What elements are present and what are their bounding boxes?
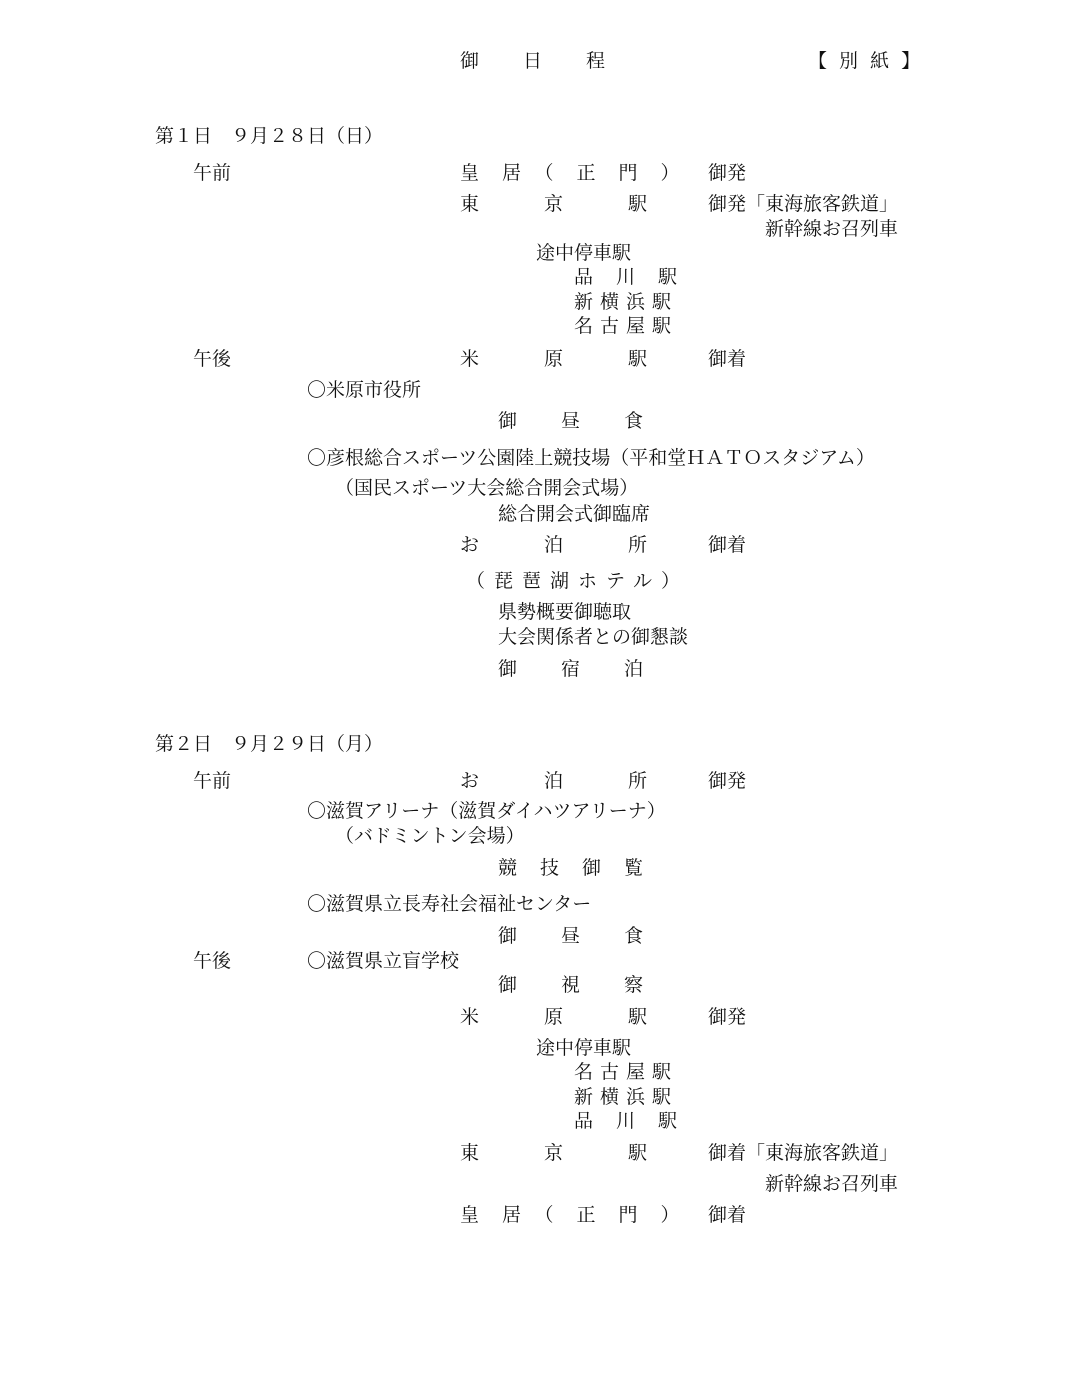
day1-visit-maibara-city-hall: 〇米原市役所 bbox=[307, 379, 422, 401]
annex-label: 【 別 紙 】 bbox=[808, 50, 924, 72]
day2-visit-shiga-arena: 〇滋賀アリーナ（滋賀ダイハツアリーナ） bbox=[307, 800, 666, 822]
day2-train: 新幹線お召列車 bbox=[765, 1173, 899, 1195]
day1-tokyo-depart: 御発「東海旅客鉄道」 bbox=[708, 193, 899, 215]
day2-palace-place: 皇 居 （ 正 門 ） bbox=[460, 1204, 682, 1226]
day1-maibara-station: 米 原 駅 bbox=[460, 348, 650, 370]
day2-palace-arrive: 御着 bbox=[708, 1204, 747, 1226]
day1-stop-2: 新横浜駅 bbox=[574, 291, 679, 313]
day2-visit-school-for-blind: 〇滋賀県立盲学校 bbox=[307, 950, 460, 972]
day2-lunch: 御 昼 食 bbox=[498, 925, 646, 947]
day2-am-label: 午前 bbox=[193, 770, 232, 792]
day2-tokyo-station: 東 京 駅 bbox=[460, 1142, 650, 1164]
day2-maibara-station: 米 原 駅 bbox=[460, 1006, 650, 1028]
day2-competition-viewing: 競 技 御 覧 bbox=[498, 857, 646, 879]
day1-stop-3: 名古屋駅 bbox=[574, 315, 679, 337]
day2-stop-1: 名古屋駅 bbox=[574, 1061, 679, 1083]
day1-tokyo-station: 東 京 駅 bbox=[460, 193, 650, 215]
document-title: 御 日 程 bbox=[460, 50, 608, 72]
day1-pm-label: 午後 bbox=[193, 348, 232, 370]
day1-visit-hikone-stadium: 〇彦根総合スポーツ公園陸上競技場（平和堂ＨＡＴＯスタジアム） bbox=[307, 447, 875, 469]
day2-stop-3: 品 川 駅 bbox=[574, 1110, 680, 1132]
day2-lodging-depart: 御発 bbox=[708, 770, 747, 792]
day2-inspection: 御 視 察 bbox=[498, 974, 646, 996]
day1-lunch: 御 昼 食 bbox=[498, 410, 646, 432]
day1-stops-label: 途中停車駅 bbox=[536, 242, 632, 264]
day2-pm-label: 午後 bbox=[193, 950, 232, 972]
day1-palace-place: 皇 居 （ 正 門 ） bbox=[460, 162, 682, 184]
day1-palace-depart: 御発 bbox=[708, 162, 747, 184]
day1-stop-1: 品 川 駅 bbox=[574, 266, 680, 288]
day2-visit-welfare-center: 〇滋賀県立長寿社会福祉センター bbox=[307, 893, 592, 915]
day1-briefing: 県勢概要御聴取 bbox=[498, 601, 632, 623]
day2-maibara-depart: 御発 bbox=[708, 1006, 747, 1028]
day1-opening-ceremony: 総合開会式御臨席 bbox=[498, 503, 651, 525]
day2-visit-shiga-arena-sub: （バドミントン会場） bbox=[335, 825, 525, 847]
day1-visit-hikone-sub: （国民スポーツ大会総合開会式場） bbox=[335, 477, 639, 499]
day1-lodging-arrive: 御着 bbox=[708, 534, 747, 556]
day1-meeting: 大会関係者との御懇談 bbox=[498, 626, 689, 648]
day2-heading: 第２日 ９月２９日（月） bbox=[155, 733, 384, 755]
day1-train: 新幹線お召列車 bbox=[765, 218, 899, 240]
day1-hotel-name: （琵琶湖ホテル） bbox=[466, 570, 690, 592]
day1-overnight: 御 宿 泊 bbox=[498, 658, 646, 680]
day2-tokyo-arrive: 御着「東海旅客鉄道」 bbox=[708, 1142, 899, 1164]
day2-stop-2: 新横浜駅 bbox=[574, 1086, 679, 1108]
day1-heading: 第１日 ９月２８日（日） bbox=[155, 125, 384, 147]
day2-lodging: お 泊 所 bbox=[460, 770, 650, 792]
day1-maibara-arrive: 御着 bbox=[708, 348, 747, 370]
day2-stops-label: 途中停車駅 bbox=[536, 1037, 632, 1059]
day1-lodging: お 泊 所 bbox=[460, 534, 650, 556]
day1-am-label: 午前 bbox=[193, 162, 232, 184]
